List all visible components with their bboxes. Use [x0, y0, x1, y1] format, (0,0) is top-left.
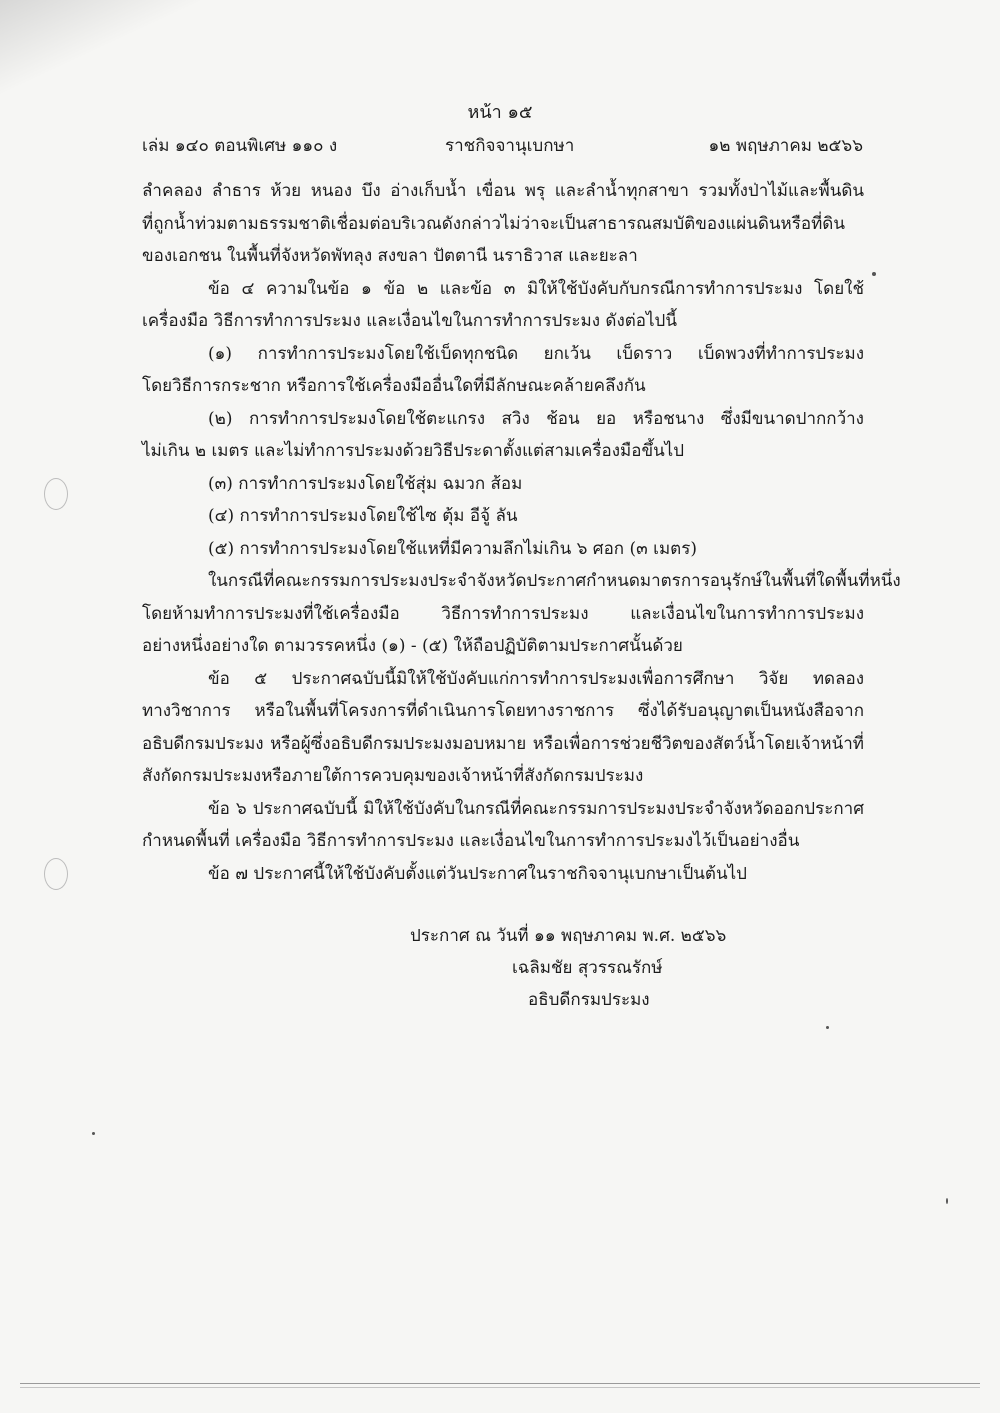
body-line: สังกัดกรมประมงหรือภายใต้การควบคุมของเจ้าหน้าที่สังกัดกรมประมง	[142, 766, 644, 786]
body-line: ที่ถูกน้ำท่วมตามธรรมชาติเชื่อมต่อบริเวณดังกล่าวไม่ว่าจะเป็นสาธารณสมบัติของแผ่นดินหรือที่ดิน	[142, 214, 845, 234]
scan-speck	[826, 1026, 829, 1029]
list-item-5: (๕) การทำการประมงโดยใช้แหที่มีความลึกไม่เกิน ๖ ศอก (๓ เมตร)	[208, 539, 697, 559]
body-line: ของเอกชน ในพื้นที่จังหวัดพัทลุง สงขลา ปัตตานี นราธิวาส และยะลา	[142, 246, 638, 266]
body-line: กำหนดพื้นที่ เครื่องมือ วิธีการทำการประมง และเงื่อนไขในการทำการประมงไว้เป็นอย่างอื่น	[142, 831, 800, 851]
punch-hole	[44, 858, 68, 890]
publication-date: ๑๒ พฤษภาคม ๒๕๖๖	[708, 136, 863, 156]
list-item-3: (๓) การทำการประมงโดยใช้สุ่ม ฉมวก ส้อม	[208, 474, 523, 494]
clause-6-heading: ข้อ ๖ ประกาศฉบับนี้ มิให้ใช้บังคับในกรณีที่คณะกรรมการประมงประจำจังหวัดออกประกาศ	[208, 799, 864, 819]
clause-4-heading: ข้อ ๔ ความในข้อ ๑ ข้อ ๒ และข้อ ๓ มิให้ใช้บังคับกับกรณีการทำการประมง โดยใช้	[208, 279, 864, 299]
volume-info: เล่ม ๑๔๐ ตอนพิเศษ ๑๑๐ ง	[142, 136, 338, 156]
publication-name: ราชกิจจานุเบกษา	[445, 136, 575, 156]
paragraph-line: ในกรณีที่คณะกรรมการประมงประจำจังหวัดประกาศกำหนดมาตรการอนุรักษ์ในพื้นที่ใดพื้นที่หนึ่ง	[208, 571, 901, 591]
scan-speck	[946, 1198, 948, 1204]
signatory-name: เฉลิมชัย สุวรรณรักษ์	[512, 958, 663, 978]
list-item-1: (๑) การทำการประมงโดยใช้เบ็ดทุกชนิด ยกเว้น เบ็ดราว เบ็ดพวงที่ทำการประมง	[208, 344, 864, 364]
body-line: ทางวิชาการ หรือในพื้นที่โครงการที่ดำเนินการโดยทางราชการ ซึ่งได้รับอนุญาตเป็นหนังสือจาก	[142, 701, 864, 721]
scan-speck	[92, 1132, 95, 1135]
body-line: เครื่องมือ วิธีการทำการประมง และเงื่อนไขในการทำการประมง ดังต่อไปนี้	[142, 311, 677, 331]
list-item-4: (๔) การทำการประมงโดยใช้ไซ ตุ้ม อีจู้ ลัน	[208, 506, 518, 526]
list-item-2: (๒) การทำการประมงโดยใช้ตะแกรง สวิง ช้อน ยอ หรือชนาง ซึ่งมีขนาดปากกว้าง	[208, 409, 864, 429]
body-line: โดยวิธีการกระชาก หรือการใช้เครื่องมืออื่นใดที่มีลักษณะคล้ายคลึงกัน	[142, 376, 646, 396]
scan-speck	[872, 272, 876, 276]
body-line: ไม่เกิน ๒ เมตร และไม่ทำการประมงด้วยวิธีประดาตั้งแต่สามเครื่องมือขึ้นไป	[142, 441, 685, 461]
page-number: หน้า ๑๕	[467, 102, 533, 123]
scan-edge-line	[20, 1387, 980, 1388]
signatory-title: อธิบดีกรมประมง	[528, 990, 650, 1010]
punch-hole	[44, 478, 68, 510]
body-line: อย่างหนึ่งอย่างใด ตามวรรคหนึ่ง (๑) - (๕) ให้ถือปฏิบัติตามประกาศนั้นด้วย	[142, 636, 683, 656]
body-line: ลำคลอง ลำธาร ห้วย หนอง บึง อ่างเก็บน้ำ เขื่อน พรุ และลำน้ำทุกสาขา รวมทั้งป่าไม้และพื้นดิน	[142, 181, 864, 201]
announcement-date: ประกาศ ณ วันที่ ๑๑ พฤษภาคม พ.ศ. ๒๕๖๖	[410, 926, 727, 946]
body-line: อธิบดีกรมประมง หรือผู้ซึ่งอธิบดีกรมประมงมอบหมาย หรือเพื่อการช่วยชีวิตของสัตว์น้ำโดยเจ้าหน้าที่	[142, 734, 864, 754]
clause-5-heading: ข้อ ๕ ประกาศฉบับนี้มิให้ใช้บังคับแก่การทำการประมงเพื่อการศึกษา วิจัย ทดลอง	[208, 669, 864, 689]
clause-7-heading: ข้อ ๗ ประกาศนี้ให้ใช้บังคับตั้งแต่วันประกาศในราชกิจจานุเบกษาเป็นต้นไป	[208, 864, 747, 884]
scan-edge-line	[20, 1383, 980, 1384]
body-line: โดยห้ามทำการประมงที่ใช้เครื่องมือ วิธีการทำการประมง และเงื่อนไขในการทำการประมง	[142, 604, 864, 624]
